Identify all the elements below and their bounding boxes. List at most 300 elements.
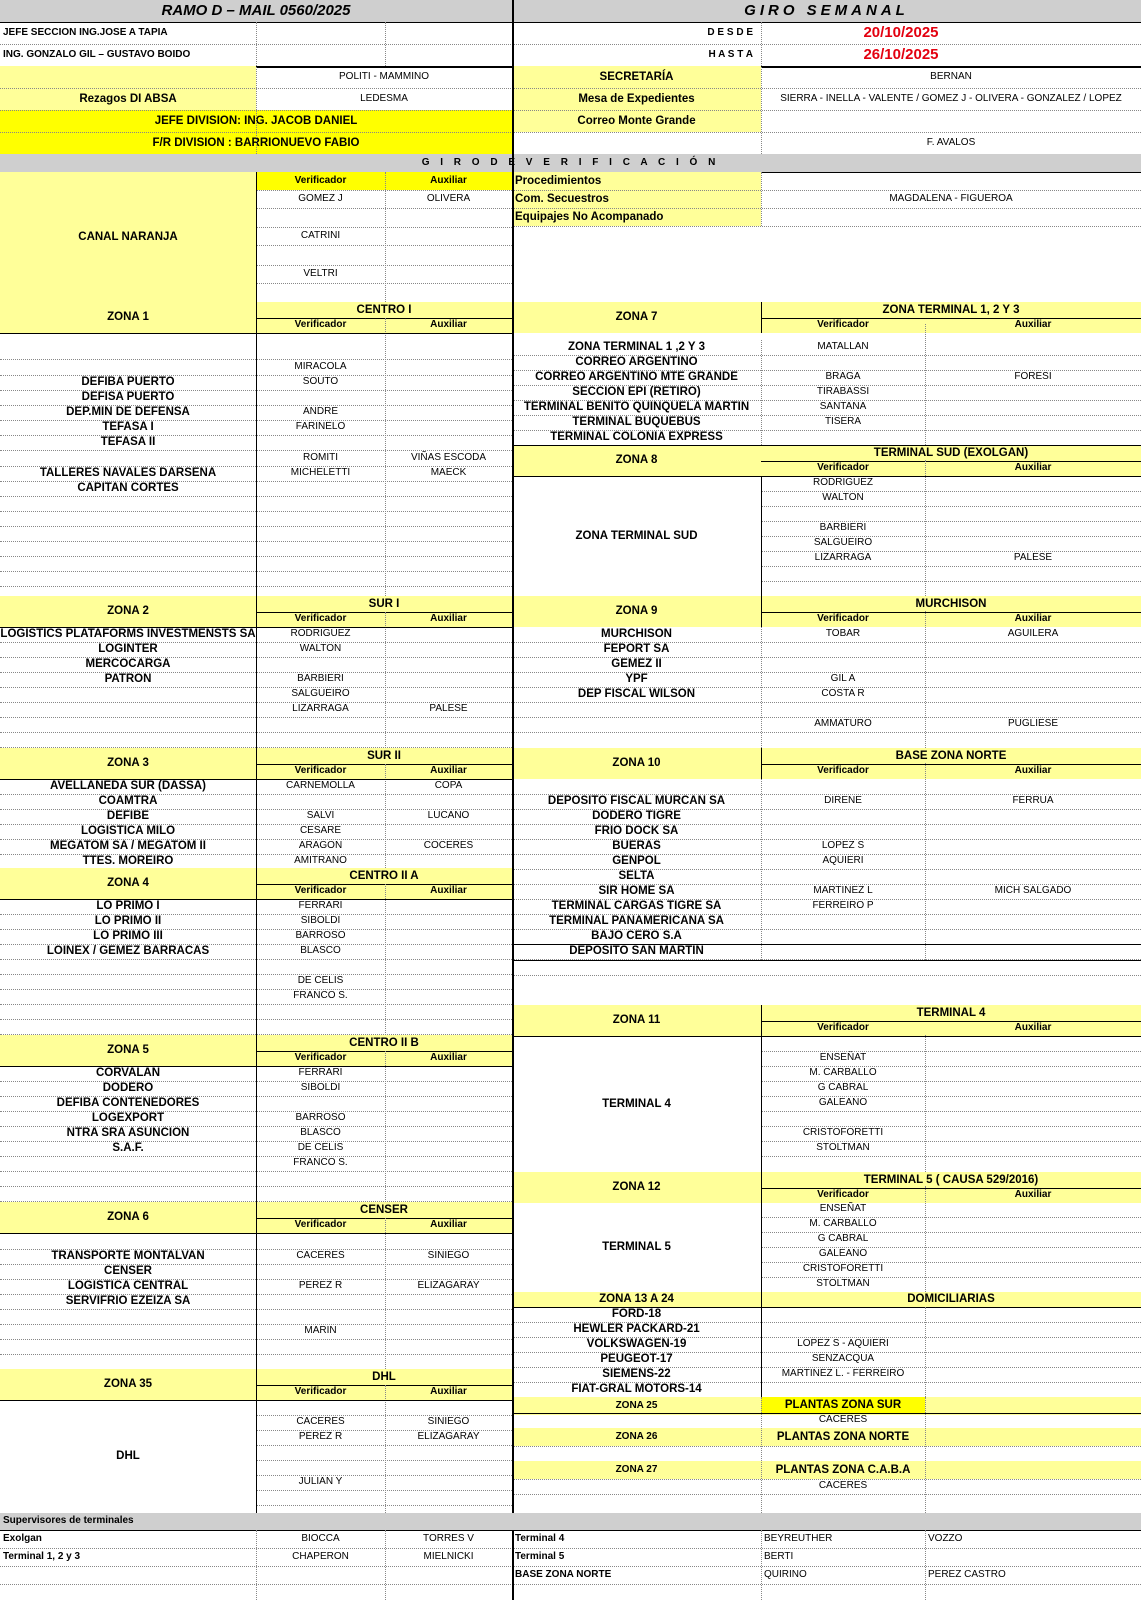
place-name: SECCION EPI (RETIRO) <box>572 386 701 399</box>
zone-label: ZONA 7 <box>615 311 658 324</box>
verificador-name: CACERES <box>296 1416 345 1428</box>
zone-label: ZONA 12 <box>612 1181 661 1194</box>
rule <box>925 1397 926 1513</box>
secretaria: BERNAN <box>930 70 972 82</box>
verificador-name <box>256 1309 385 1324</box>
rule <box>761 318 1141 319</box>
verificador-name: AMITRANO <box>294 855 347 867</box>
zone-group: MURCHISON <box>915 597 987 610</box>
rule <box>385 172 386 302</box>
auxiliar-name <box>925 824 1141 839</box>
zone-group: TERMINAL SUD (EXOLGAN) <box>873 446 1029 459</box>
verificador-name: FERRARI <box>298 1067 343 1079</box>
rule <box>256 1218 512 1219</box>
col-auxiliar: Auxiliar <box>1014 462 1052 474</box>
place-name: CAPITAN CORTES <box>77 482 179 495</box>
rule <box>256 1385 512 1386</box>
auxiliar-name: COCERES <box>423 840 474 852</box>
auxiliar-name: COPA <box>434 780 463 792</box>
col-auxiliar: Auxiliar <box>430 1219 467 1231</box>
place-name <box>0 1156 256 1171</box>
auxiliar-name <box>385 1309 512 1324</box>
verificador-name: BLASCO <box>300 945 341 957</box>
verificador-name: GALEANO <box>818 1248 868 1260</box>
rule <box>761 612 1141 613</box>
verificador-name: WALTON <box>822 492 864 504</box>
auxiliar-name <box>385 1475 512 1490</box>
col-auxiliar: Auxiliar <box>430 1386 467 1398</box>
zone-group: BASE ZONA NORTE <box>895 749 1007 762</box>
verificador-name <box>761 430 925 445</box>
rule <box>512 208 1141 209</box>
col-verificador: Verificador <box>294 319 347 331</box>
place-name <box>0 451 256 466</box>
verificador-name: DE CELIS <box>297 975 344 987</box>
auxiliar-name <box>925 415 1141 430</box>
rule <box>256 1490 512 1491</box>
left-title: RAMO D – MAIL 0560/2025 <box>161 2 351 20</box>
col-auxiliar: Auxiliar <box>430 885 467 897</box>
auxiliar-name <box>385 1156 512 1171</box>
verificador-name: LOPEZ S <box>821 840 865 852</box>
verificador-name: LIZARRAGA <box>814 552 872 564</box>
rule <box>256 265 512 266</box>
rule <box>925 324 926 445</box>
hasta-label: H A S T A <box>708 48 753 60</box>
zone-group: DHL <box>372 1370 396 1383</box>
rule <box>385 22 386 66</box>
place-name <box>0 687 256 702</box>
supervisor-name: BIOCCA <box>301 1532 340 1544</box>
place-name <box>0 1234 256 1249</box>
supervisor-name: QUIRINO <box>764 1568 807 1580</box>
place-name: PEUGEOT-17 <box>600 1353 673 1366</box>
auxiliar-name <box>925 779 1141 794</box>
rule <box>0 333 512 334</box>
zone-group: PLANTAS ZONA NORTE <box>776 1430 910 1443</box>
auxiliar-name <box>925 1262 1141 1277</box>
rule <box>0 1066 512 1067</box>
zone-group: SUR I <box>368 597 400 610</box>
rule <box>256 1035 257 1202</box>
col-auxiliar: Auxiliar <box>430 174 467 186</box>
place-name: SIEMENS-22 <box>602 1368 671 1381</box>
verificador-name <box>761 702 925 717</box>
col-auxiliar: Auxiliar <box>430 765 467 777</box>
auxiliar-name <box>925 944 1141 959</box>
auxiliar-name <box>385 929 512 944</box>
verificador-name: STOLTMAN <box>816 1278 870 1290</box>
auxiliar-name <box>385 989 512 1004</box>
rule <box>512 1413 1141 1414</box>
auxiliar-name <box>385 1066 512 1081</box>
verificador-name: SENZACQUA <box>811 1353 875 1365</box>
rule <box>0 627 512 628</box>
verificador-name: GIL A <box>830 673 856 685</box>
verificador-name: MARTINEZ L <box>813 885 873 897</box>
verificador-name <box>256 794 385 809</box>
rule <box>925 1186 926 1292</box>
verificador-name <box>256 481 385 496</box>
verificador-name <box>256 1234 385 1249</box>
giro-title: G I R O D E V E R I F I C A C I Ó N <box>421 156 720 168</box>
zone-label: ZONA 25 <box>615 1399 658 1411</box>
auxiliar-name <box>925 506 1141 521</box>
supervisor-name: BEYREUTHER <box>764 1532 833 1544</box>
place-name: CORREO ARGENTINO <box>575 356 698 369</box>
place-name: DEPOSITO FISCAL MURCAN SA <box>547 795 726 808</box>
place-name: PATRON <box>104 673 152 686</box>
place-name: LOGEXPORT <box>91 1112 165 1125</box>
col-verificador: Verificador <box>294 1052 347 1064</box>
zone-label: ZONA 13 A 24 <box>599 1293 674 1306</box>
verificador-name: SIBOLDI <box>300 915 341 927</box>
auxiliar-name: SINIEGO <box>427 1250 470 1262</box>
auxiliar-name <box>385 390 512 405</box>
rule <box>512 1494 1141 1495</box>
verificador-name: BARBIERI <box>819 522 867 534</box>
verificador-name: ENSEÑAT <box>819 1052 867 1064</box>
col-verificador: Verificador <box>817 1022 869 1034</box>
avalos: F. AVALOS <box>926 136 976 148</box>
zone-label: ZONA 9 <box>615 605 658 618</box>
place-name: TERMINAL BENITO QUINQUELA MARTIN <box>523 401 750 414</box>
verificador-name: FRANCO S. <box>293 1157 348 1169</box>
zone-label: ZONA 2 <box>107 605 149 618</box>
rule <box>512 0 514 1513</box>
verificador-name <box>761 1322 925 1337</box>
auxiliar-name <box>925 899 1141 914</box>
zone-place-label: TERMINAL 4 <box>602 1097 671 1110</box>
supervisor-name: MIELNICKI <box>423 1550 474 1562</box>
verificador-name <box>761 657 925 672</box>
verificador-name <box>761 809 925 824</box>
verificador-name: CACERES <box>818 1480 868 1492</box>
auxiliar-name <box>925 1126 1141 1141</box>
rule <box>761 476 762 596</box>
supervisor-place: Terminal 5 <box>515 1550 565 1562</box>
verificador-name <box>256 390 385 405</box>
auxiliar-name <box>925 702 1141 717</box>
verificador-name: CACERES <box>296 1250 345 1262</box>
verificador-name: BARROSO <box>295 1112 346 1124</box>
col-verificador: Verificador <box>294 613 347 625</box>
verificador-name: LOPEZ S - AQUIERI <box>797 1338 889 1350</box>
col-auxiliar: Auxiliar <box>1014 765 1052 777</box>
zone-place-label: ZONA TERMINAL SUD <box>575 529 698 542</box>
correo-label: Correo Monte Grande <box>577 114 696 127</box>
place-name <box>512 702 761 717</box>
verificador-name <box>761 506 925 521</box>
auxiliar-name <box>385 672 512 687</box>
verificador-name: MATALLAN <box>817 341 869 353</box>
verificador-name: G CABRAL <box>817 1082 869 1094</box>
rule <box>925 1307 926 1397</box>
zone-place-label: DHL <box>116 1450 140 1463</box>
auxiliar-name <box>385 1294 512 1309</box>
jefe-seccion: JEFE SECCION ING.JOSE A TAPIA <box>3 26 168 38</box>
col-auxiliar: Auxiliar <box>1014 1022 1052 1034</box>
place-name: BUERAS <box>612 840 661 853</box>
auxiliar-name <box>385 265 512 283</box>
place-name: TERMINAL CARGAS TIGRE SA <box>551 900 722 913</box>
place-name: HEWLER PACKARD-21 <box>573 1323 700 1336</box>
auxiliar-name <box>385 854 512 869</box>
rule <box>256 208 512 209</box>
auxiliar-name <box>385 481 512 496</box>
auxiliar-name <box>925 914 1141 929</box>
place-name: DEFIBA PUERTO <box>81 376 175 389</box>
verificador-name: SALGUEIRO <box>291 688 350 700</box>
place-name: TRANSPORTE MONTALVAN <box>51 1250 205 1263</box>
verificador-name: FARINELO <box>295 421 346 433</box>
place-name <box>0 1309 256 1324</box>
zone-group: PLANTAS ZONA SUR <box>784 1398 902 1411</box>
supervisor-name: TORRES V <box>423 1532 474 1544</box>
verificador-name: WALTON <box>299 643 342 655</box>
auxiliar-name <box>925 385 1141 400</box>
zone-group: ZONA TERMINAL 1, 2 Y 3 <box>882 303 1020 316</box>
verificador-name: DE CELIS <box>297 1142 344 1154</box>
verificador-name: M. CARBALLO <box>809 1067 877 1079</box>
auxiliar-name <box>925 491 1141 506</box>
place-name: DEFIBA CONTENEDORES <box>56 1097 200 1110</box>
verificador-name: RODRIGUEZ <box>813 477 873 489</box>
col-verificador: Verificador <box>294 174 347 186</box>
auxiliar-name <box>925 809 1141 824</box>
auxiliar-name <box>925 340 1141 355</box>
rule <box>512 975 1141 976</box>
verificador-name: BARROSO <box>295 930 346 942</box>
rule <box>761 1156 1141 1157</box>
rule <box>256 190 512 191</box>
verificador-name <box>761 642 925 657</box>
supervisor-place: BASE ZONA NORTE <box>515 1568 612 1580</box>
place-name <box>512 779 761 794</box>
rule <box>0 110 1141 111</box>
col-verificador: Verificador <box>817 1189 869 1201</box>
verificador-name: STOLTMAN <box>816 1142 870 1154</box>
col-auxiliar: Auxiliar <box>1014 613 1052 625</box>
rule <box>761 1036 762 1172</box>
auxiliar-name <box>925 1232 1141 1247</box>
rule <box>256 1369 257 1513</box>
rule <box>761 302 762 333</box>
hasta-date: 26/10/2025 <box>863 46 939 64</box>
auxiliar-name <box>925 536 1141 551</box>
rule <box>761 340 762 445</box>
rule <box>256 1051 512 1052</box>
col-auxiliar: Auxiliar <box>430 319 467 331</box>
place-name: DEP FISCAL WILSON <box>577 688 696 701</box>
rule <box>512 960 1141 961</box>
verificador-name: BLASCO <box>300 1127 341 1139</box>
rule <box>761 1005 762 1036</box>
secuestros: Com. Secuestros <box>515 192 609 205</box>
verificador-name: ENSEÑAT <box>819 1203 867 1215</box>
place-name: CENSER <box>104 1265 152 1278</box>
zone-label: ZONA 27 <box>615 1463 658 1475</box>
equipajes: Equipajes No Acompanado <box>515 210 664 223</box>
auxiliar-name <box>385 687 512 702</box>
place-name: TTES. MOREIRO <box>82 855 174 868</box>
col-verificador: Verificador <box>294 885 347 897</box>
auxiliar-name: VIÑAS ESCODA <box>410 452 487 464</box>
rule <box>761 1051 1141 1052</box>
rule <box>0 44 1141 45</box>
place-name: FRIO DOCK SA <box>594 825 679 838</box>
auxiliar-name <box>925 839 1141 854</box>
zone-group: TERMINAL 4 <box>916 1006 986 1019</box>
verificador-name: CARNEMOLLA <box>286 780 355 792</box>
auxiliar-name <box>385 1096 512 1111</box>
auxiliar-name: PUGLIESE <box>1007 718 1059 730</box>
col-auxiliar: Auxiliar <box>430 1052 467 1064</box>
verificador-name: FRANCO S. <box>293 990 348 1002</box>
rule <box>925 1035 926 1172</box>
verificador-name: CRISTOFORETTI <box>802 1127 884 1139</box>
verificador-name <box>761 1382 925 1397</box>
auxiliar-name <box>385 1126 512 1141</box>
auxiliar-name <box>385 1141 512 1156</box>
auxiliar-name <box>385 420 512 435</box>
rule <box>0 88 1141 89</box>
supervisor-name <box>925 1548 1141 1566</box>
place-name <box>0 702 256 717</box>
place-name: MURCHISON <box>601 628 672 641</box>
auxiliar-name <box>385 974 512 989</box>
place-name: LO PRIMO I <box>96 900 160 913</box>
verificador-name <box>256 1445 385 1460</box>
rule <box>925 611 926 748</box>
place-name: ZONA TERMINAL 1 ,2 Y 3 <box>568 341 705 354</box>
auxiliar-name: MICH SALGADO <box>994 885 1072 897</box>
place-name: SIR HOME SA <box>598 885 675 898</box>
rule <box>256 884 512 885</box>
place-name: LOGISTICA CENTRAL <box>67 1280 189 1293</box>
place-name: DEPOSITO SAN MARTIN <box>569 945 704 958</box>
auxiliar-name: OLIVERA <box>426 192 471 204</box>
rule <box>256 1505 512 1506</box>
auxiliar-name <box>925 657 1141 672</box>
verificador-name <box>256 1460 385 1475</box>
rule <box>0 899 512 900</box>
auxiliar-name <box>925 521 1141 536</box>
auxiliar-name <box>925 1277 1141 1292</box>
auxiliar-name <box>925 1051 1141 1066</box>
place-name <box>0 344 256 359</box>
supervisor-place: Terminal 4 <box>515 1532 565 1544</box>
verificador-name <box>256 344 385 359</box>
auxiliar-name <box>385 944 512 959</box>
verificador-name: FERREIRO P <box>812 900 874 912</box>
col-auxiliar: Auxiliar <box>430 613 467 625</box>
jefe-division: JEFE DIVISION: ING. JACOB DANIEL <box>154 114 358 127</box>
auxiliar-name <box>925 1202 1141 1217</box>
procedimientos: Procedimientos <box>515 174 602 187</box>
auxiliar-name <box>925 1217 1141 1232</box>
verificador-name <box>256 657 385 672</box>
place-name: DEFISA PUERTO <box>81 391 175 404</box>
auxiliar-name <box>925 355 1141 370</box>
verificador-name: MICHELETTI <box>290 467 351 479</box>
verificador-name <box>761 779 925 794</box>
rule <box>256 1530 257 1600</box>
verificador-name <box>761 824 925 839</box>
auxiliar-name: PALESE <box>1013 552 1053 564</box>
supervisor-place: Exolgan <box>3 1532 42 1544</box>
verificador-name: PEREZ R <box>298 1431 343 1443</box>
auxiliar-name <box>385 914 512 929</box>
place-name: NTRA SRA ASUNCION <box>66 1127 190 1140</box>
rule <box>256 612 512 613</box>
zone-label: ZONA 11 <box>612 1014 661 1027</box>
verificador-name: CACERES <box>818 1414 868 1426</box>
place-name: AVELLANEDA SUR (DASSA) <box>50 780 206 793</box>
verificador-name: AQUIERI <box>822 855 864 867</box>
verificador-name <box>256 1096 385 1111</box>
supervisor-name <box>385 1566 512 1584</box>
zone-group: DOMICILIARIAS <box>907 1293 995 1306</box>
col-verificador: Verificador <box>817 613 869 625</box>
rule <box>761 779 762 960</box>
auxiliar-name <box>385 657 512 672</box>
fr-division: F/R DIVISION : BARRIONUEVO FABIO <box>152 136 360 149</box>
verificador-name: DIRENE <box>824 795 862 807</box>
verificador-name: RODRIGUEZ <box>290 628 351 640</box>
rule <box>761 172 762 226</box>
supervisor-name: PEREZ CASTRO <box>928 1568 1006 1580</box>
verificador-name <box>761 869 925 884</box>
place-name: LOGISTICA MILO <box>80 825 176 838</box>
place-name: YPF <box>625 673 648 686</box>
place-name: LOGINTER <box>98 643 158 656</box>
place-name: MEGATOM SA / MEGATOM II <box>50 840 206 853</box>
rule <box>761 1021 1141 1022</box>
place-name: LOGISTICS PLATAFORMS INVESTMENSTS SA <box>0 628 256 641</box>
rule <box>512 226 1141 227</box>
auxiliar-name <box>385 1400 512 1415</box>
auxiliar-name: SINIEGO <box>427 1416 470 1428</box>
verificador-name: M. CARBALLO <box>809 1218 877 1230</box>
rule <box>385 1530 386 1600</box>
place-name: FORD-18 <box>611 1308 662 1321</box>
rule <box>256 318 512 319</box>
col-auxiliar: Auxiliar <box>1014 1189 1052 1201</box>
place-name <box>0 989 256 1004</box>
verificador-name: CATRINI <box>300 229 341 241</box>
mesa: SIERRA - INELLA - VALENTE / GOMEZ J - OLIVERA - GONZALEZ / LOPEZ <box>780 92 1122 104</box>
zone-label: ZONA 4 <box>107 877 149 890</box>
rule <box>925 763 926 960</box>
zone-label: ZONA 8 <box>615 454 658 467</box>
auxiliar-name <box>925 400 1141 415</box>
auxiliar-name <box>385 360 512 375</box>
rule <box>925 460 926 596</box>
rule <box>761 461 1141 462</box>
rule <box>512 1446 1141 1447</box>
place-name: TEFASA II <box>100 436 156 449</box>
auxiliar-name <box>925 1111 1141 1126</box>
auxiliar-name <box>925 642 1141 657</box>
zone-group: CENTRO II A <box>349 869 419 882</box>
zone-group: PLANTAS ZONA C.A.B.A <box>775 1463 911 1476</box>
verificador-name: CESARE <box>299 825 342 837</box>
place-name: CORREO ARGENTINO MTE GRANDE <box>535 371 738 384</box>
verificador-name: SANTANA <box>819 401 867 413</box>
place-name: LO PRIMO II <box>94 915 162 928</box>
verificador-name: MARIN <box>304 1325 337 1337</box>
